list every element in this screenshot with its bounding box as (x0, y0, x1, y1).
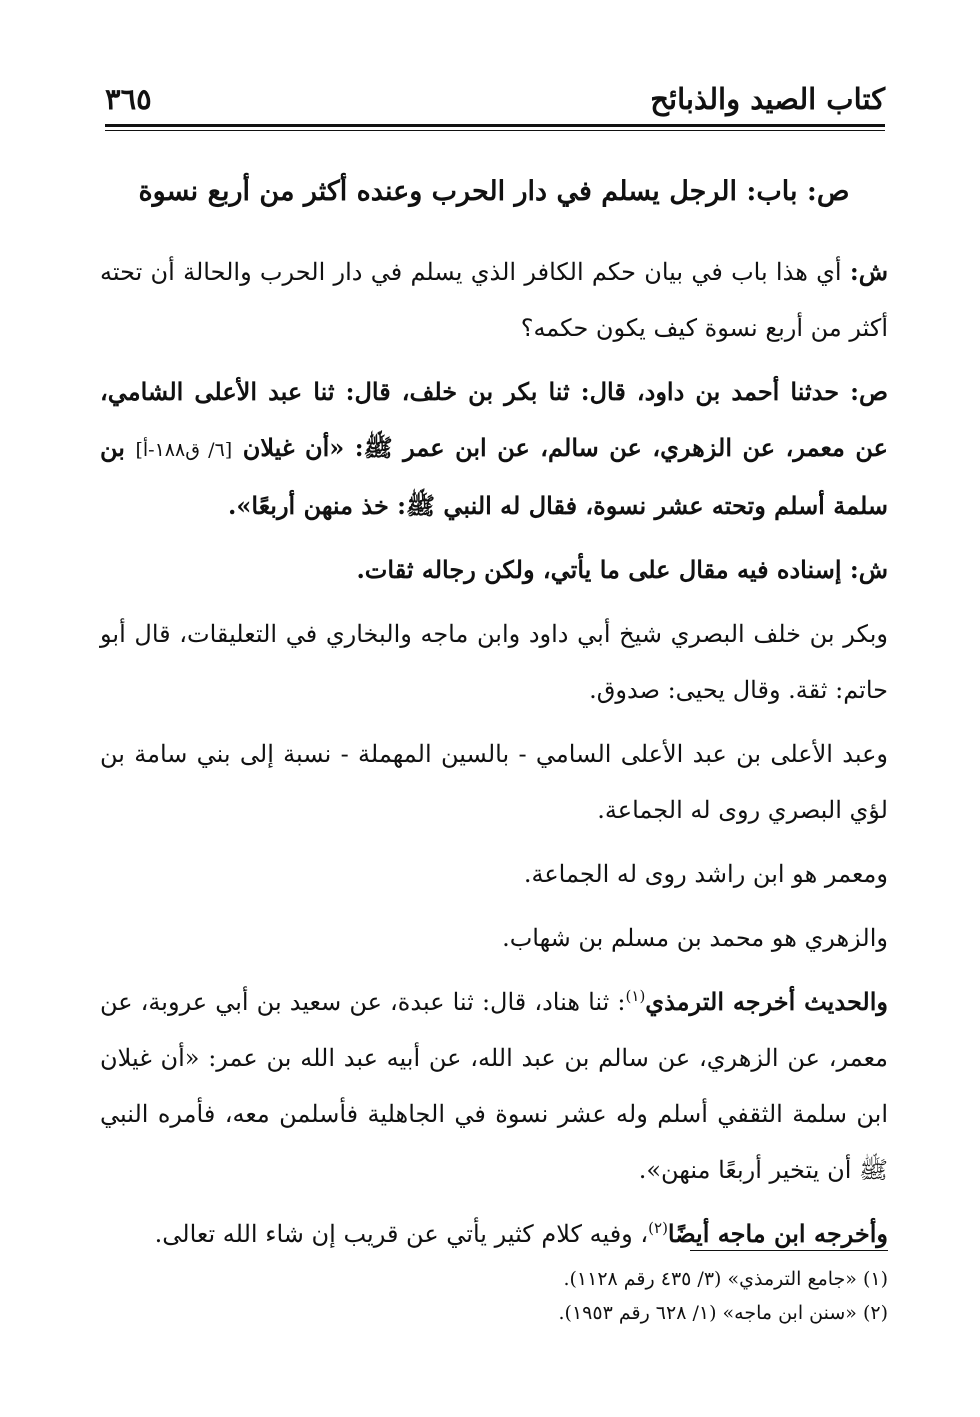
source-lead: والحديث أخرجه الترمذي (645, 987, 889, 1016)
paragraph-6: ومعمر هو ابن راشد روى له الجماعة. (523, 860, 888, 888)
paragraph-text: : ثنا هناد، قال: ثنا عبدة، عن سعيد بن أبي عروبة، عن معمر، عن الزهري، عن سالم بن عبد الله، عن أبيه عبد الله بن عمر: «أن غيلان ابن سلمة الثقفي أسلم وله عشر نسوة في الجاهلية فأسلمن معه، فأمره النبي ﷺ أن يتخير أربعًا منهن». (100, 988, 888, 1184)
paragraph-8 (100, 974, 888, 1198)
footnote-ref-2: (٢) (648, 1219, 668, 1237)
paragraph-text: ، وفيه كلام كثير يأتي عن قريب إن شاء الله تعالى. (154, 1220, 649, 1248)
paragraph-2 (100, 364, 888, 534)
footnote-divider (690, 1250, 888, 1251)
header-rule-thick (105, 124, 885, 127)
running-header (105, 80, 885, 124)
footnotes (100, 1262, 888, 1330)
header-rule-thin (105, 130, 885, 131)
footnote-2: (٢) «سنن ابن ماجه» (١/ ٦٢٨ رقم ١٩٥٣). (558, 1302, 888, 1324)
paragraph-3: ش: إسناده فيه مقال على ما يأتي، ولكن رجاله ثقات. (356, 555, 888, 584)
source-lead: وأخرجه ابن ماجه أيضًا (667, 1219, 888, 1248)
paragraph-7: والزهري هو محمد بن مسلم بن شهاب. (502, 924, 888, 952)
book-title: كتاب الصيد والذبائح (650, 82, 885, 116)
paragraph-1 (100, 244, 888, 356)
footnote-ref-1: (١) (625, 987, 646, 1005)
hadith-text-b: بن سلمة أسلم وتحته عشر نسوة، فقال له النبي ﷺ: خذ منهن أربعًا». (100, 433, 888, 520)
paragraph-5: وعبد الأعلى بن عبد الأعلى السامي - بالسين المهملة - نسبة إلى بني سامة بن لؤي البصري روى له الجماعة. (100, 740, 888, 824)
manuscript-reference: [٦/ ق١٨٨-أ] (135, 439, 233, 461)
paragraph-9 (100, 1206, 888, 1262)
paragraph-marker: ش: (849, 257, 888, 286)
paragraph-4: وبكر بن خلف البصري شيخ أبي داود وابن ماجه والبخاري في التعليقات، قال أبو حاتم: ثقة. وقال يحيى: صدوق. (100, 620, 888, 704)
paragraph-marker: ص: (850, 377, 888, 406)
page-number: ٣٦٥ (105, 82, 152, 116)
chapter-heading: ص: باب: الرجل يسلم في دار الحرب وعنده أكثر من أربع نسوة (138, 176, 850, 207)
hadith-text-a: حدثنا أحمد بن داود، قال: ثنا بكر بن خلف، قال: ثنا عبد الأعلى الشامي، عن معمر، عن الزهري، عن سالم، عن ابن عمر ﷺ: «أن غيلان (100, 377, 889, 462)
main-text (100, 170, 888, 1270)
footnote-1: (١) «جامع الترمذي» (٣/ ٤٣٥ رقم ١١٢٨). (563, 1268, 888, 1290)
paragraph-text: أي هذا باب في بيان حكم الكافر الذي يسلم في دار الحرب والحالة أن تحته أكثر من أربع نسوة كيف يكون حكمه؟ (100, 258, 888, 342)
